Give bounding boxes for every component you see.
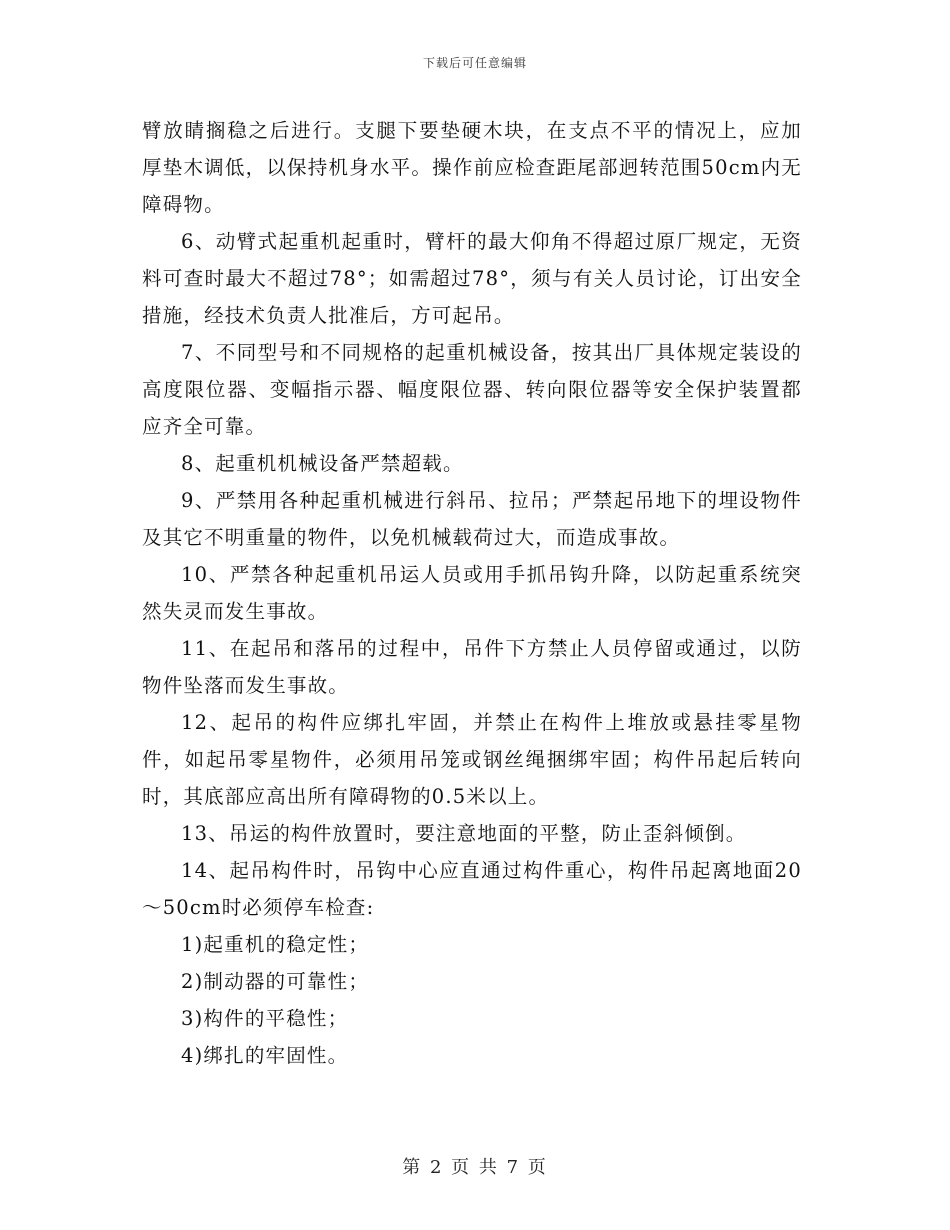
sub-item-1: 1)起重机的稳定性； bbox=[181, 933, 370, 956]
sub-item-3: 3)构件的平稳性； bbox=[181, 1007, 349, 1030]
paragraph-item-6: 6、动臂式起重机起重时，臂杆的最大仰角不得超过原厂规定，无资料可查时最大不超过78°；如需超过78°，须与有关人员讨论，订出安全措施，经技术负责人批准后，方可起吊。 bbox=[142, 230, 802, 327]
paragraph-item-9: 9、严禁用各种起重机械进行斜吊、拉吊；严禁起吊地下的埋设物件及其它不明重量的物件，以免机械载荷过大，而造成事故。 bbox=[142, 489, 802, 549]
paragraph-item-13: 13、吊运的构件放置时，要注意地面的平整，防止歪斜倾倒。 bbox=[181, 822, 747, 845]
paragraph-item-7: 7、不同型号和不同规格的起重机械设备，按其出厂具体规定装设的高度限位器、变幅指示器、幅度限位器、转向限位器等安全保护装置都应齐全可靠。 bbox=[142, 341, 802, 438]
paragraph-item-10: 10、严禁各种起重机吊运人员或用手抓吊钩升降，以防起重系统突然失灵而发生事故。 bbox=[142, 563, 802, 623]
paragraph-continuation: 臂放睛搁稳之后进行。支腿下要垫硬木块，在支点不平的情况上，应加厚垫木调低，以保持机身水平。操作前应检查距尾部迥转范围50cm内无障碍物。 bbox=[142, 119, 802, 216]
page-header: 下载后可任意编辑 bbox=[422, 56, 527, 70]
paragraph-item-14: 14、起吊构件时，吊钩中心应直通过构件重心，构件吊起离地面20～50cm时必须停车检查: bbox=[142, 859, 802, 919]
page-number-footer: 第 2 页 共 7 页 bbox=[402, 1157, 548, 1178]
paragraph-item-12: 12、起吊的构件应绑扎牢固，并禁止在构件上堆放或悬挂零星物件，如起吊零星物件，必须用吊笼或钢丝绳捆绑牢固；构件吊起后转向时，其底部应高出所有障碍物的0.5米以上。 bbox=[142, 711, 802, 808]
sub-item-2: 2)制动器的可靠性； bbox=[181, 970, 370, 993]
paragraph-item-11: 11、在起吊和落吊的过程中，吊件下方禁止人员停留或通过，以防物件坠落而发生事故。 bbox=[142, 637, 802, 697]
document-body bbox=[142, 112, 802, 1074]
sub-item-4: 4)绑扎的牢固性。 bbox=[181, 1044, 349, 1067]
paragraph-item-8: 8、起重机机械设备严禁超载。 bbox=[181, 452, 464, 475]
